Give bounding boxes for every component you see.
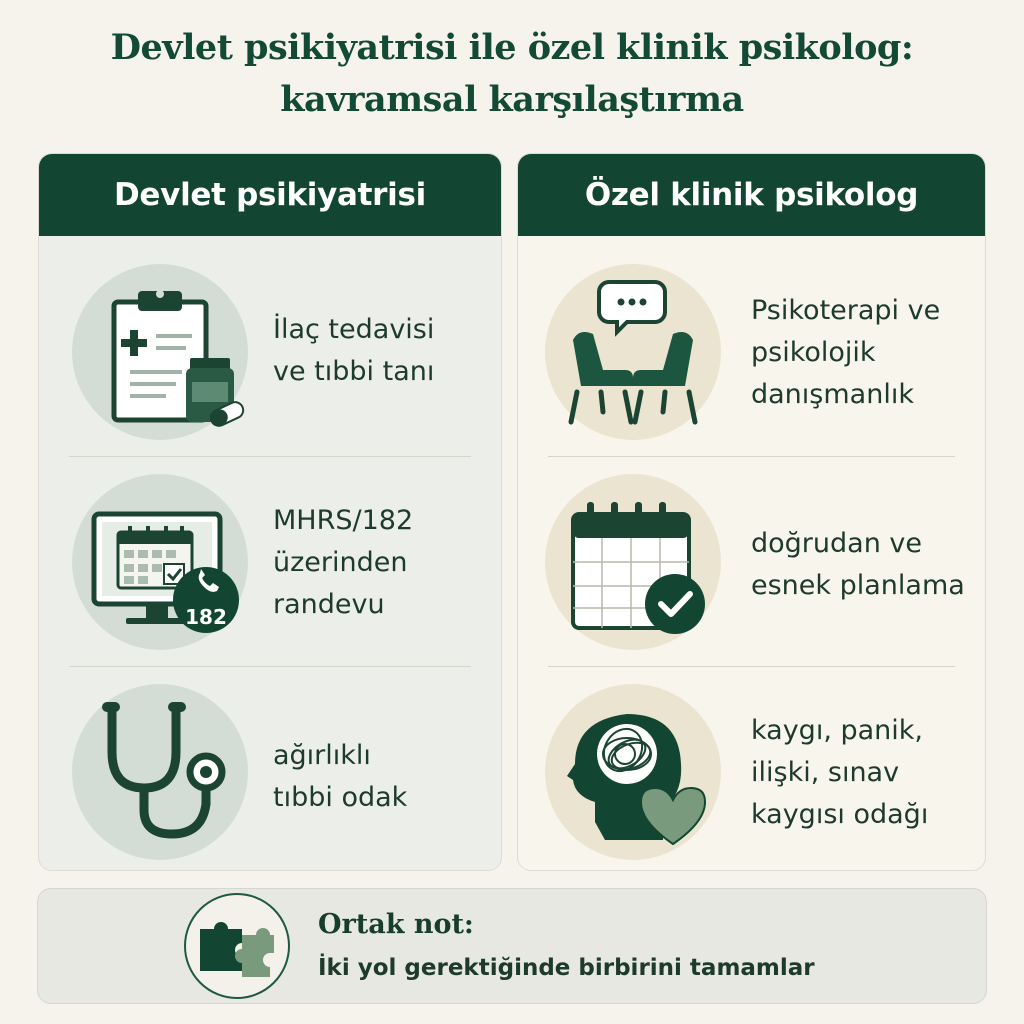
divider (548, 666, 955, 667)
note-text: İki yol gerektiğinde birbirini tamamlar (318, 955, 815, 981)
list-item (39, 256, 501, 456)
row-text (751, 710, 928, 836)
text-line: kaygısı odağı (751, 799, 929, 830)
list-item (39, 466, 501, 666)
row-text (751, 290, 940, 416)
private-psychologist-header: Özel klinik psikolog (518, 154, 985, 236)
list-item (518, 466, 985, 666)
text-line: esnek planlama (751, 570, 965, 601)
divider (548, 456, 955, 457)
state-psychiatry-panel (38, 153, 502, 871)
row-text (273, 309, 434, 393)
hotline-badge: 182 (185, 605, 227, 629)
puzzle-pieces-icon (184, 893, 290, 999)
clipboard-medication-icon (72, 264, 248, 440)
text-line: üzerinden (273, 547, 408, 578)
text-line: tıbbi odak (273, 782, 408, 813)
state-psychiatry-header: Devlet psikiyatrisi (39, 154, 501, 236)
text-line: doğrudan ve (751, 528, 922, 559)
text-line: Psikoterapi ve (751, 295, 941, 326)
row-text (751, 523, 965, 607)
text-line: randevu (273, 589, 385, 620)
private-psychologist-panel (517, 153, 986, 871)
title-line-2: kavramsal karşılaştırma (280, 79, 744, 120)
list-item (39, 676, 501, 871)
chairs-speech-bubble-icon (545, 264, 721, 440)
text-line: ilişki, sınav (751, 757, 900, 788)
note-title: Ortak not: (318, 909, 474, 940)
list-item (518, 676, 985, 871)
row-text (273, 500, 413, 626)
text-line: danışmanlık (751, 379, 914, 410)
row-text (273, 735, 407, 819)
text-line: psikolojik (751, 337, 876, 368)
text-line: İlaç tedavisi (273, 314, 435, 345)
text-line: ve tıbbi tanı (273, 356, 435, 387)
stethoscope-icon (72, 684, 248, 860)
head-heart-icon (545, 684, 721, 860)
text-line: ağırlıklı (273, 740, 371, 771)
calendar-check-icon (545, 474, 721, 650)
monitor-calendar-phone-icon (72, 474, 248, 650)
text-line: kaygı, panik, (751, 715, 924, 746)
page-title (0, 22, 1024, 126)
divider (69, 666, 471, 667)
title-line-1: Devlet psikiyatrisi ile özel klinik psikolog: (110, 27, 914, 68)
common-note (37, 888, 987, 1004)
text-line: MHRS/182 (273, 505, 414, 536)
list-item (518, 256, 985, 456)
divider (69, 456, 471, 457)
